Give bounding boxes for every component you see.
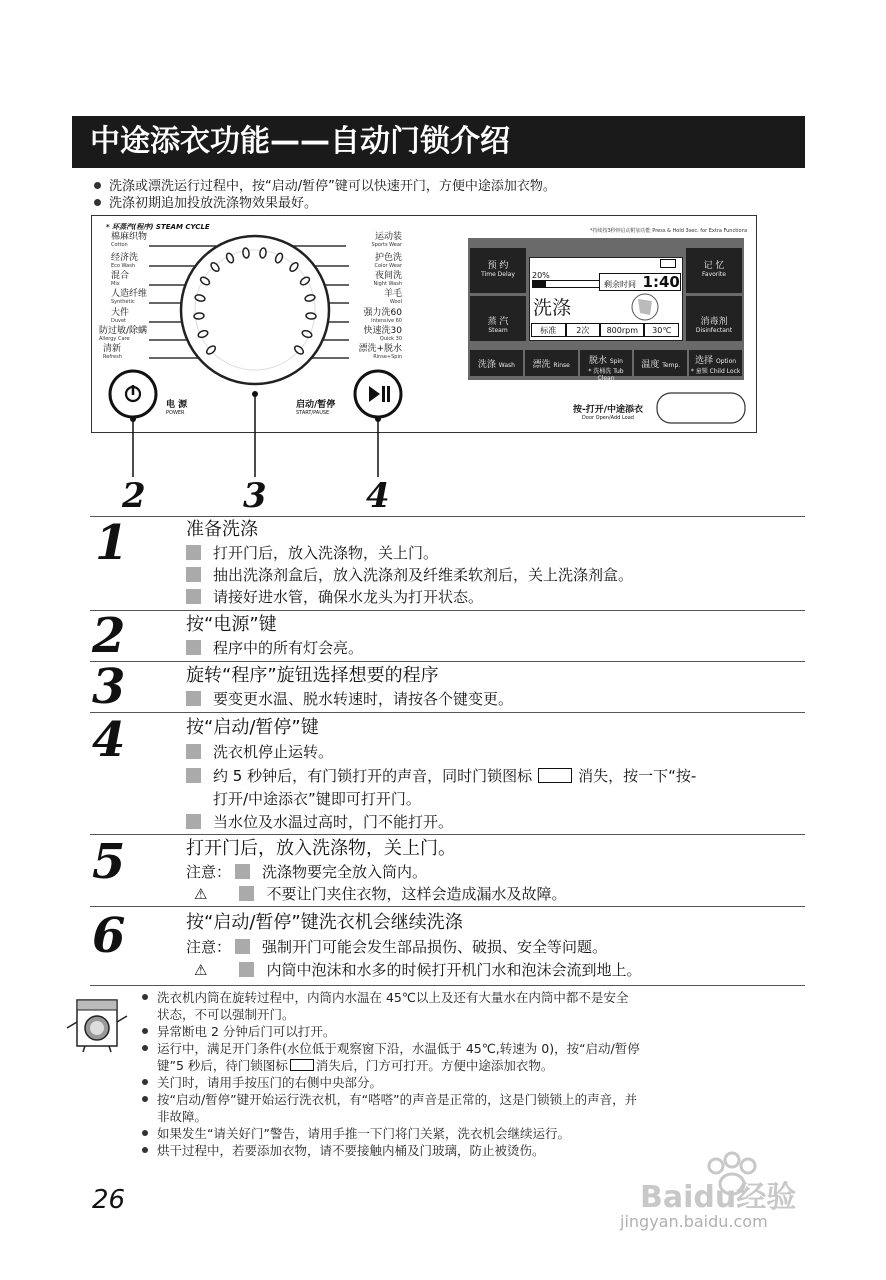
program-label-wool: 羊毛 Wool: [383, 289, 402, 305]
step-title: 打开门后，放入洗涤物，关上门。: [186, 838, 456, 859]
favorite-button[interactable]: 记 忆 Favorite: [686, 248, 742, 293]
option-button[interactable]: 选择 Option * 童锁 Child Lock: [689, 350, 742, 376]
step-item: 程序中的所有灯会亮。: [186, 638, 363, 659]
note-item-continued: 非故障。: [157, 1109, 208, 1124]
time-delay-button[interactable]: 预 约 Time Delay: [470, 248, 526, 293]
washer-drum-icon: [600, 291, 678, 323]
baidu-watermark: Baidu经验 jingyan.baidu.com: [660, 1150, 860, 1250]
start-pause-label: 启动/暂停 START/PAUSE: [296, 400, 336, 416]
step-divider: [90, 906, 805, 907]
function-button-row: [470, 350, 742, 382]
step-divider: [90, 834, 805, 835]
caution-item: 注意： 洗涤物要完全放入筒内。: [186, 863, 428, 881]
callout-4: 4: [366, 476, 390, 516]
step-item: 请接好进水管，确保水龙头为打开状态。: [186, 587, 483, 608]
step-title: 旋转“程序”旋钮选择想要的程序: [186, 665, 439, 686]
program-label-allergy-care: 防过敏/除螨 Allergy Care: [99, 326, 148, 342]
note-item: 烘干过程中，若要添加衣物，请不要接触内桶及门玻璃，防止被烫伤。: [142, 1142, 802, 1159]
step-title: 准备洗涤: [186, 519, 258, 540]
power-label: 电 源 POWER: [166, 400, 188, 416]
step-divider: [90, 661, 805, 662]
step-item: 洗衣机停止运转。: [186, 742, 333, 763]
program-label-sports-wear: 运动装 Sports Wear: [371, 232, 402, 248]
caution-item: ⚠ 内筒中泡沫和水多的时候打开机门水和泡沫会流到地上。: [194, 961, 642, 979]
step-number: 2: [92, 608, 126, 664]
door-lock-icon: [538, 768, 572, 783]
program-label-mix: 混合 Mix: [111, 271, 130, 287]
note-item-continued: 键”5 秒后，待门锁图标 消失后，门方可打开。方便中途添加衣物。: [157, 1058, 554, 1073]
program-label-duvet: 大件 Duvet: [111, 308, 130, 324]
program-label-night-wash: 夜间洗 Night Wash: [373, 271, 402, 287]
step-divider: [90, 610, 805, 611]
door-open-label: 按-打开/中途添衣 Door Open/Add Load: [572, 405, 644, 421]
step-divider: [90, 516, 805, 517]
step-title: 按“启动/暂停”键: [186, 717, 319, 738]
door-lock-icon: [660, 259, 676, 268]
lcd-cell-rinse: 2次: [566, 323, 601, 337]
rinse-button[interactable]: 漂洗 Rinse: [525, 350, 578, 376]
door-lock-icon: [290, 1059, 314, 1071]
lcd-remaining: 剩余时间 1:40: [599, 273, 681, 291]
intro-list: [94, 178, 556, 212]
program-label-color-wear: 护色洗 Color Wear: [374, 253, 402, 269]
notes-list: [142, 989, 802, 1159]
step-item: 打开门后，放入洗涤物，关上门。: [186, 543, 438, 564]
caution-item: ⚠ 不要让门夹住衣物，这样会造成漏水及故障。: [194, 885, 567, 903]
disinfectant-button[interactable]: 消毒剂 Disinfectant: [686, 296, 742, 341]
intro-item: 洗涤初期追加投放洗涤物效果最好。: [94, 195, 556, 212]
note-item: 运行中，满足开门条件(水位低于观察窗下沿，水温低于 45℃,转速为 0)，按“启动/暂停: [142, 1040, 802, 1057]
hold-hint: *持续按3秒钟启动附加功能 Press & Hold 3sec. for Extra Functions: [590, 228, 748, 234]
step-item: 要变更水温、脱水转速时，请按各个键变更。: [186, 689, 513, 710]
caution-item: 注意： 强制开门可能会发生部品损伤、破损、安全等问题。: [186, 938, 608, 956]
step-title: 按“启动/暂停”键洗衣机会继续洗涤: [186, 912, 463, 933]
page-title: 中途添衣功能——自动门锁介绍: [72, 116, 805, 168]
page-number: 26: [92, 1185, 126, 1215]
note-item: 按“启动/暂停”键开始运行洗衣机，有“嗒嗒”的声音是正常的，这是门锁锁上的声音，并: [142, 1091, 802, 1108]
note-item-continued: 状态，不可以强制开门。: [157, 1007, 295, 1022]
lcd-progress-bar: [532, 280, 600, 288]
step-divider: [90, 985, 805, 986]
step-title: 按“电源”键: [186, 614, 277, 635]
program-label-quick: 快速洗30 Quick 30: [363, 326, 402, 342]
callout-2: 2: [122, 476, 146, 516]
intro-item: 洗涤或漂洗运行过程中，按“启动/暂停”键可以快速开门，方便中途添加衣物。: [94, 178, 556, 195]
lcd-settings-row: [531, 323, 679, 337]
steam-button[interactable]: 蒸 汽 Steam: [470, 296, 526, 341]
step-item: 抽出洗涤剂盒后，放入洗涤剂及纤维柔软剂后，关上洗涤剂盒。: [186, 565, 633, 586]
steam-cycle-label: * 环蒸汽(程序) STEAM CYCLE: [106, 223, 210, 231]
step-number: 3: [92, 659, 126, 715]
step-number: 4: [92, 712, 126, 768]
temp-button[interactable]: 温度 Temp.: [634, 350, 687, 376]
note-item: 异常断电 2 分钟后门可以打开。: [142, 1023, 802, 1040]
note-item: 关门时，请用手按压门的右侧中央部分。: [142, 1074, 802, 1091]
program-label-eco-wash: 经济洗 Eco Wash: [111, 253, 139, 269]
warning-icon: ⚠: [194, 961, 208, 979]
door-open-button[interactable]: [657, 393, 745, 423]
program-label-rinse-spin: 漂洗+脱水 Rinse+Spin: [358, 344, 402, 360]
warning-icon: ⚠: [194, 885, 208, 903]
program-label-intensive: 强力洗60 Intensive 60: [363, 308, 402, 324]
lcd-cell-course: 标准: [531, 323, 566, 337]
step-item: 约 5 秒钟后，有门锁打开的声音，同时门锁图标 消失，按一下“按-: [186, 766, 696, 787]
washer-mascot-icon: [63, 992, 133, 1054]
lcd-cell-spin: 800rpm: [600, 323, 644, 337]
lcd-cell-temp: 30℃: [644, 323, 679, 337]
step-number: 1: [95, 515, 129, 571]
program-label-cotton: 棉麻织物 Cotton: [111, 232, 148, 248]
callout-3: 3: [243, 476, 267, 516]
step-item: 当水位及水温过高时，门不能打开。: [186, 812, 453, 833]
program-knob[interactable]: [181, 236, 329, 384]
step-number: 5: [92, 834, 126, 890]
lcd-progress-text: 20%: [532, 271, 550, 280]
program-label-synthetic: 人造纤维 Synthetic: [111, 289, 148, 305]
note-item: 如果发生“请关好门”警告，请用手推一下门将门关紧，洗衣机会继续运行。: [142, 1125, 802, 1142]
spin-button[interactable]: 脱水 Spin * 洗桶洗 Tub Clean: [580, 350, 633, 376]
program-label-refresh: 清新 Refresh: [103, 344, 122, 360]
note-item: 洗衣机内筒在旋转过程中，内筒内水温在 45℃以上及还有大量水在内筒中都不是安全: [142, 989, 802, 1006]
step-divider: [90, 712, 805, 713]
lcd-program: 洗涤: [533, 297, 572, 319]
step-number: 6: [92, 908, 126, 964]
step-item-continued: 打开/中途添衣”键即可打开门。: [213, 790, 421, 808]
wash-button[interactable]: 洗涤 Wash: [470, 350, 523, 376]
